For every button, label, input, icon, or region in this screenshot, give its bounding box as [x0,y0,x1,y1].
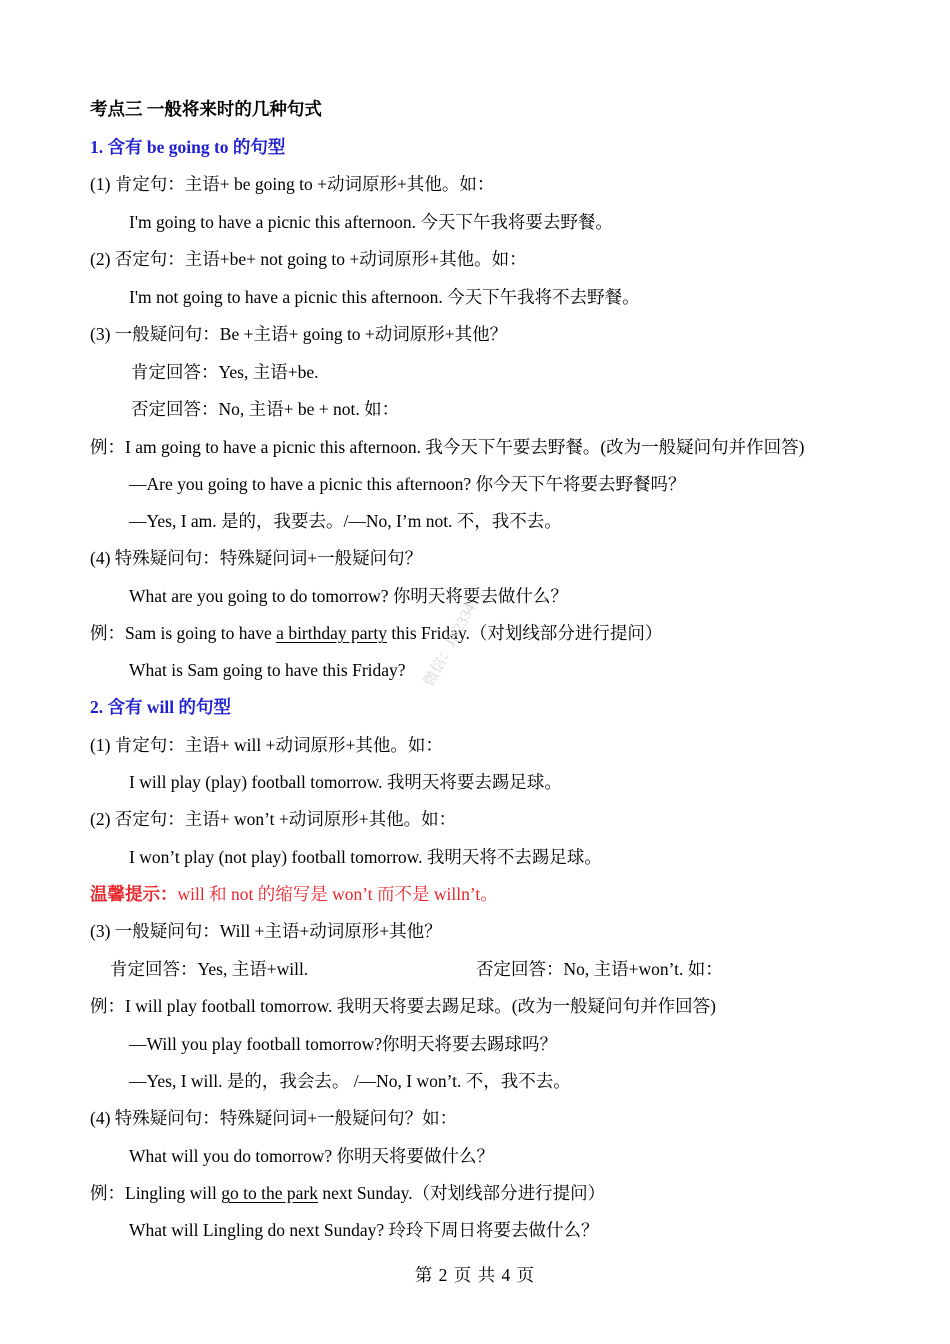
s2-question-answer-2: —Yes, I will. 是的，我会去。 /—No, I won’t. 不，我不去。 [129,1071,571,1091]
s1-question-no: 否定回答：No, 主语+ be + not. 如： [131,399,400,419]
s1-wh-exercise [90,621,662,645]
s2-question-no: 否定回答：No, 主语+won’t. 如： [476,959,723,979]
s2-question-answer-1: —Will you play football tomorrow?你明天将要去踢球吗？ [129,1034,557,1054]
s2-question-yes: 肯定回答：Yes, 主语+will. [110,959,309,979]
s1-question-rule: (3) 一般疑问句：Be +主语+ going to +动词原形+其他？ [90,324,508,344]
s2-affirmative-rule: (1) 肯定句：主语+ will +动词原形+其他。如： [90,735,443,755]
s2-tip-text: will 和 not 的缩写是 won’t 而不是 willn’t。 [177,884,498,904]
s1-wh-exercise-suffix: this Friday.（对划线部分进行提问） [386,623,663,643]
section-2-title: 2. 含有 will 的句型 [90,697,231,717]
s2-affirmative-example: I will play (play) football tomorrow. 我明天将要去踢足球。 [129,772,562,792]
section-1-title: 1. 含有 be going to 的句型 [90,137,286,157]
s1-question-example: 例：I am going to have a picnic this afternoon. 我今天下午要去野餐。(改为一般疑问句并作回答) [90,437,805,457]
s2-tip [90,882,498,906]
s2-question-rule: (3) 一般疑问句：Will +主语+动词原形+其他？ [90,921,442,941]
s2-wh-exercise-prefix: 例：Lingling will [90,1183,222,1203]
watermark: 微信：JN2334 [421,600,479,690]
s2-question-example: 例：I will play football tomorrow. 我明天将要去踢足球。(改为一般疑问句并作回答) [90,996,716,1016]
s2-wh-exercise-answer: What will Lingling do next Sunday? 玲玲下周日将要去做什么？ [129,1220,599,1240]
s2-wh-example: What will you do tomorrow? 你明天将要做什么？ [129,1146,495,1166]
page-footer: 第 2 页 共 4 页 [414,1265,536,1285]
s1-question-answer-1: —Are you going to have a picnic this afternoon? 你今天下午将要去野餐吗？ [129,474,686,494]
s1-negative-example: I'm not going to have a picnic this afternoon. 今天下午我将不去野餐。 [129,287,640,307]
s1-affirmative-rule: (1) 肯定句：主语+ be going to +动词原形+其他。如： [90,174,495,194]
s1-affirmative-example: I'm going to have a picnic this afternoon. 今天下午我将要去野餐。 [129,212,613,232]
s2-wh-exercise-suffix: next Sunday.（对划线部分进行提问） [317,1183,606,1203]
page-heading: 考点三 一般将来时的几种句式 [90,99,322,119]
s1-question-yes: 肯定回答：Yes, 主语+be. [131,362,319,382]
s2-wh-exercise-underlined: go to the park [221,1183,318,1203]
s2-wh-exercise [90,1181,605,1205]
s2-negative-example: I won’t play (not play) football tomorrow. 我明天将不去踢足球。 [129,847,602,867]
s1-negative-rule: (2) 否定句：主语+be+ not going to +动词原形+其他。如： [90,249,527,269]
s2-tip-label: 温馨提示： [90,884,178,904]
s2-wh-rule: (4) 特殊疑问句：特殊疑问词+一般疑问句？如： [90,1108,458,1128]
s1-question-answer-2: —Yes, I am. 是的，我要去。/—No, I’m not. 不，我不去。 [129,511,562,531]
s1-wh-example: What are you going to do tomorrow? 你明天将要去做什么？ [129,586,568,606]
s2-negative-rule: (2) 否定句：主语+ won’t +动词原形+其他。如： [90,809,457,829]
s1-wh-rule: (4) 特殊疑问句：特殊疑问词+一般疑问句？ [90,548,423,568]
s1-wh-exercise-prefix: 例：Sam is going to have [90,623,277,643]
s1-wh-exercise-answer: What is Sam going to have this Friday? [129,660,406,680]
s1-wh-exercise-underlined: a birthday party [276,623,387,643]
